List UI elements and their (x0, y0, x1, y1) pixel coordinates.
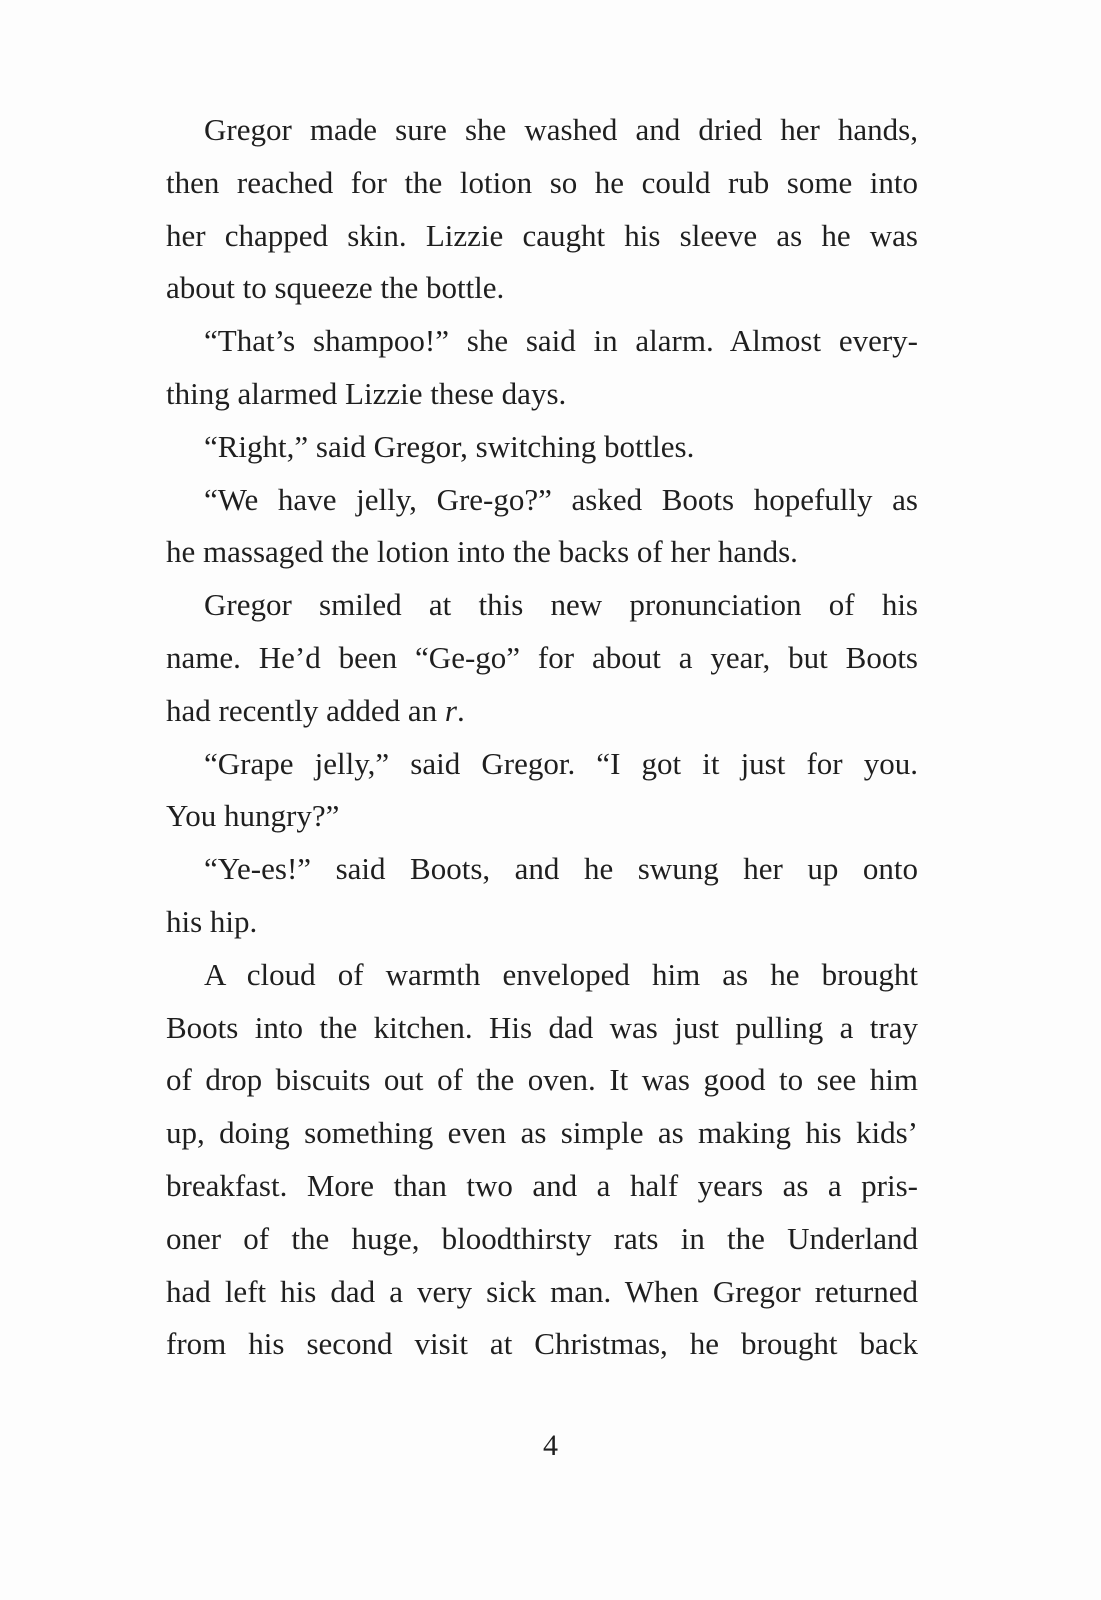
text-line: “Ye-es!” said Boots, and he swung her up onto (204, 851, 918, 887)
text-line: Gregor made sure she washed and dried her hands, (204, 112, 918, 147)
text-line: he massaged the lotion into the backs of her hands. (166, 534, 798, 570)
text-line: of drop biscuits out of the oven. It was good to see him (166, 1062, 918, 1098)
text-line: then reached for the lotion so he could rub some into (166, 164, 918, 200)
text-line: up, doing something even as simple as making his kids’ (166, 1115, 918, 1151)
text-line: name. He’d been “Ge-go” for about a year, but Boots (166, 639, 918, 675)
text-line: “Grape jelly,” said Gregor. “I got it just for you. (204, 745, 918, 781)
page-number: 4 (543, 1429, 558, 1462)
text-line: her chapped skin. Lizzie caught his sleeve as he was (166, 217, 918, 253)
text-line: Boots into the kitchen. His dad was just pulling a tray (166, 1009, 918, 1045)
text-line: thing alarmed Lizzie these days. (166, 375, 567, 411)
text-line: oner of the huge, bloodthirsty rats in the Underland (166, 1220, 918, 1256)
text-line: Gregor smiled at this new pronunciation of his (204, 587, 918, 623)
text-segment: . (456, 692, 465, 728)
text-line: You hungry?” (166, 798, 340, 834)
text-segment: had recently added an (166, 692, 445, 728)
text-line: from his second visit at Christmas, he brought back (166, 1326, 918, 1362)
text-line: “Right,” said Gregor, switching bottles. (204, 428, 695, 464)
text-line: “That’s shampoo!” she said in alarm. Almost every- (204, 323, 918, 359)
italic-letter: r (444, 692, 457, 728)
text-line: his hip. (166, 903, 258, 939)
body-text (166, 104, 918, 1371)
text-line: “We have jelly, Gre-go?” asked Boots hopefully as (204, 481, 918, 517)
text-line: A cloud of warmth enveloped him as he brought (204, 956, 918, 992)
text-line (166, 685, 918, 738)
text-line: had left his dad a very sick man. When Gregor returned (166, 1273, 918, 1309)
text-line: breakfast. More than two and a half years as a pris- (166, 1167, 918, 1203)
text-line: about to squeeze the bottle. (166, 270, 505, 306)
